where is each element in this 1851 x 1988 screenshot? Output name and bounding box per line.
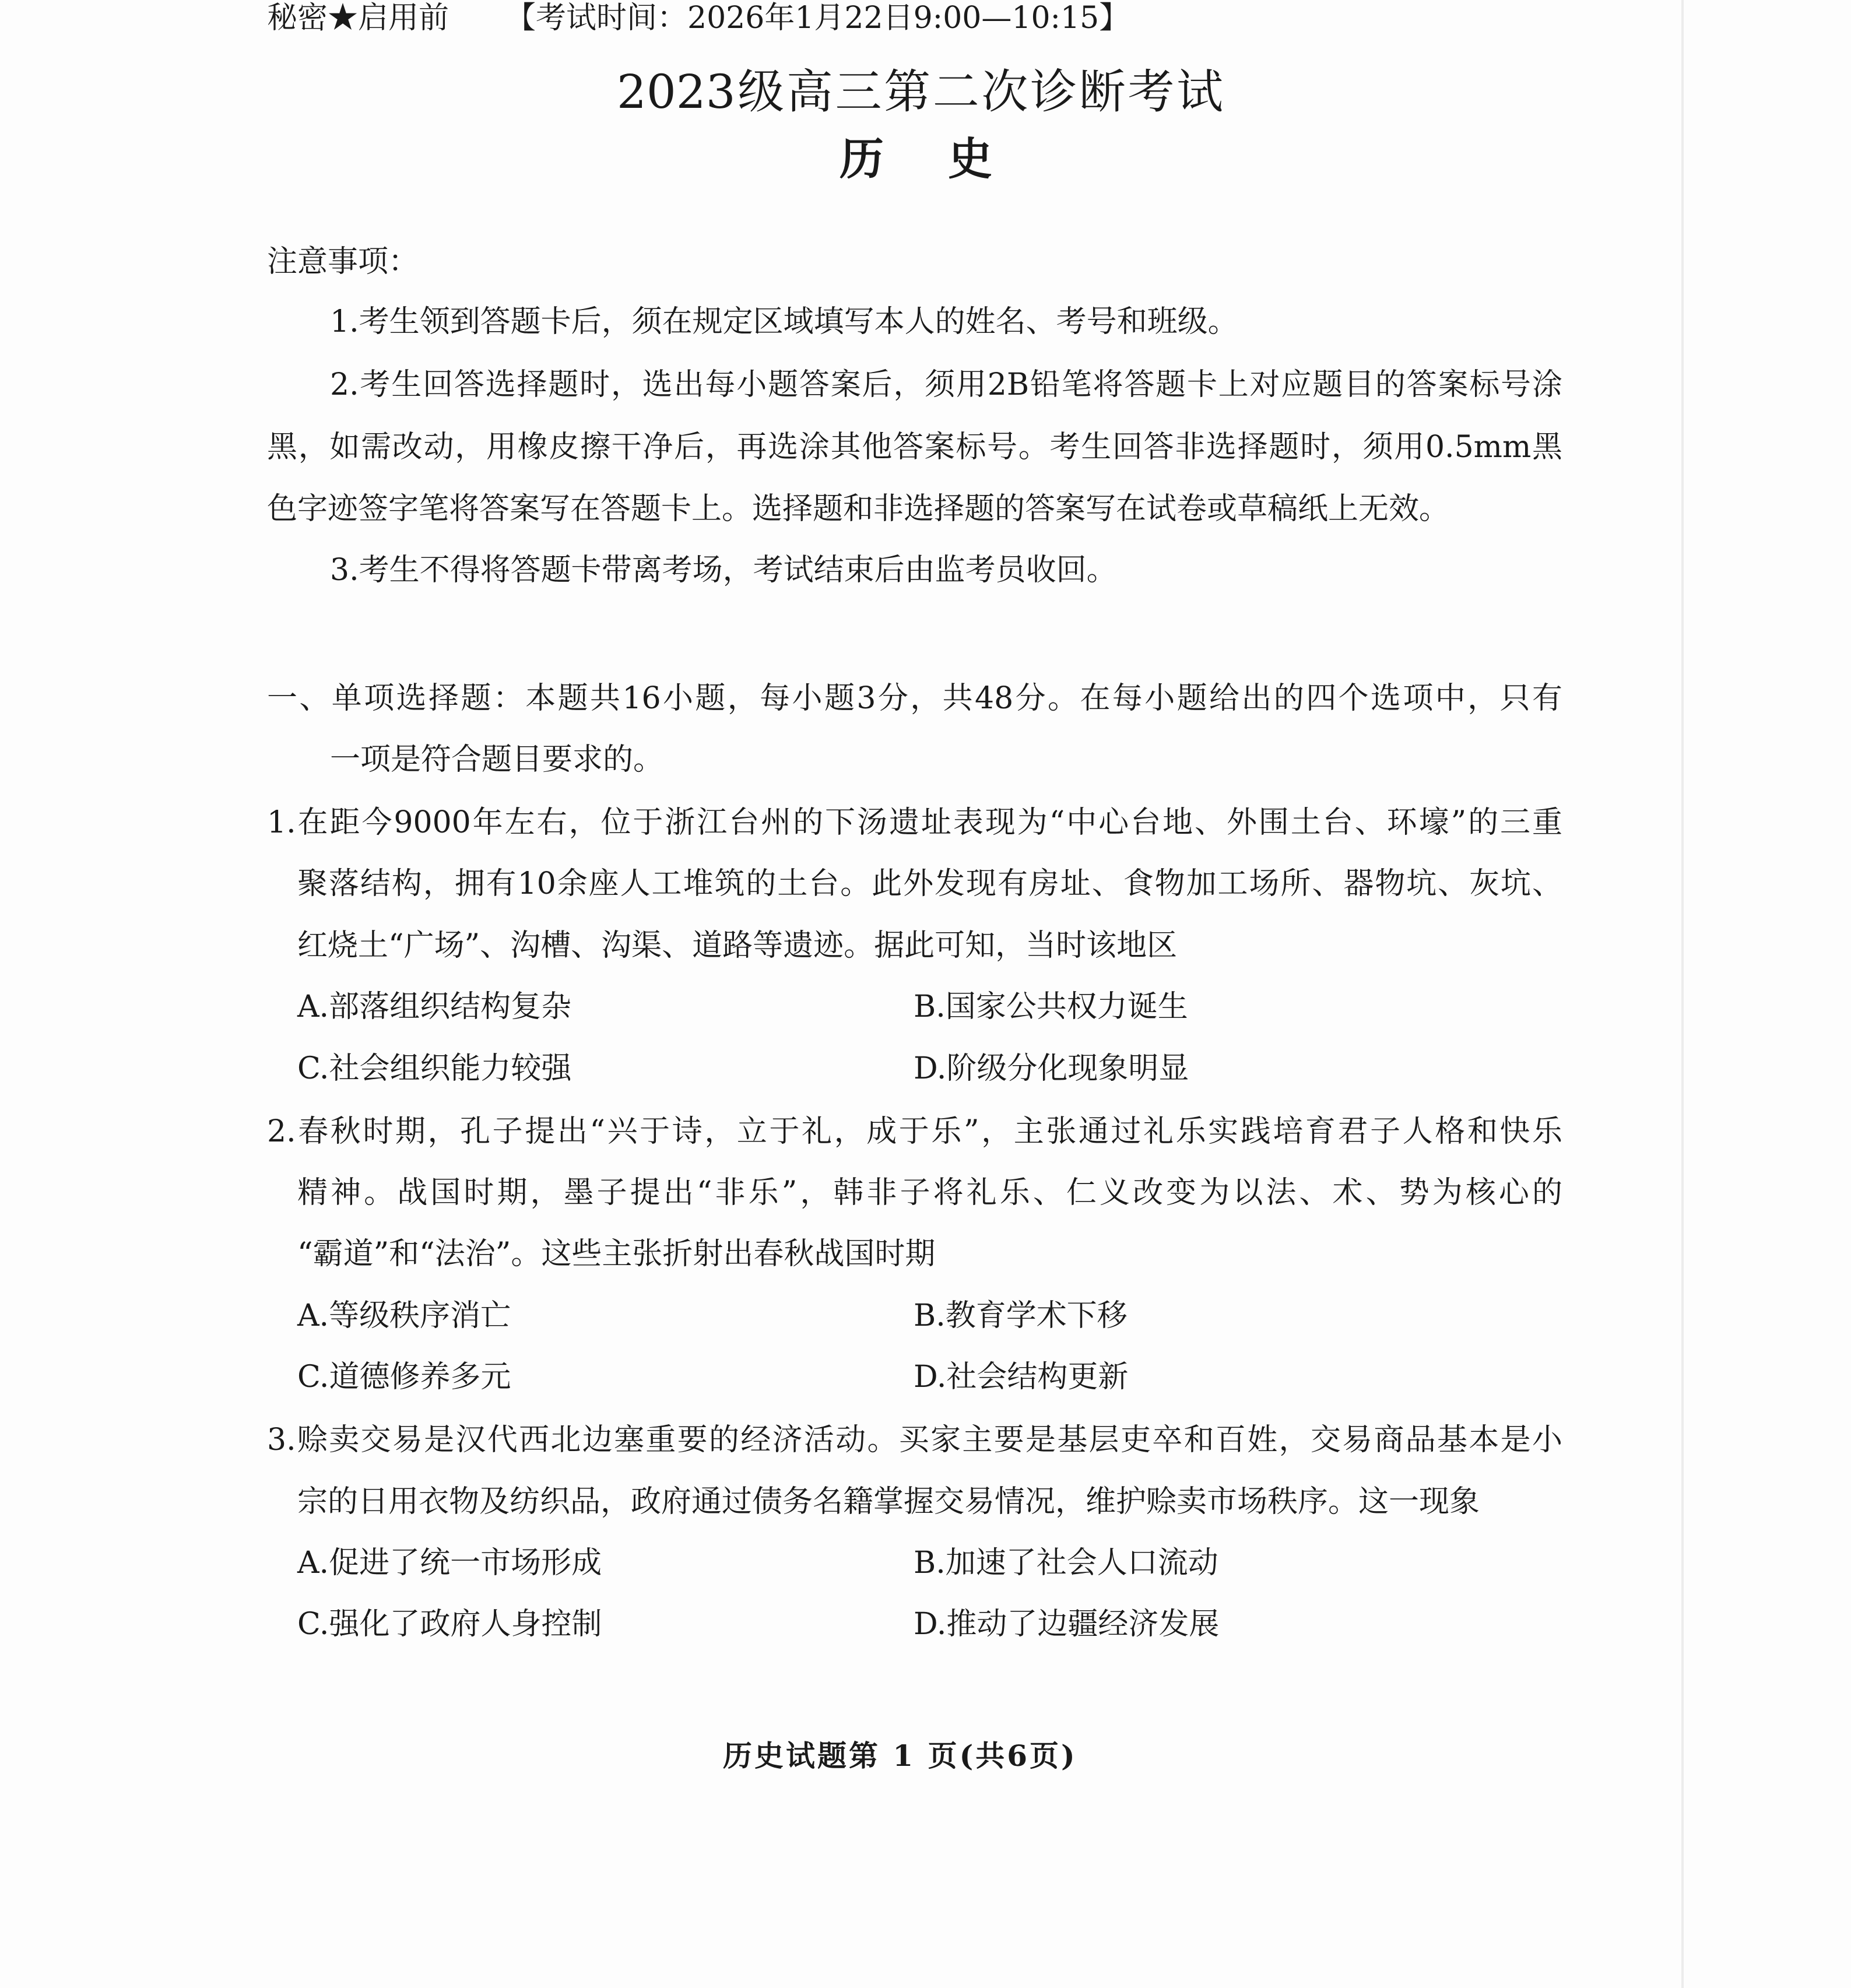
question-1-option-a: A.部落组织结构复杂 [297,989,572,1024]
page-footer: 历史试题第 1 页(共6页) [723,1738,1077,1773]
notice-line: 色字迹签字笔将答案写在答题卡上。选择题和非选择题的答案写在试卷或草稿纸上无效。 [267,491,1450,526]
question-3-option-a: A.促进了统一市场形成 [297,1546,602,1580]
page-edge [1681,0,1684,1988]
question-1-stem: 聚落结构，拥有10余座人工堆筑的土台。此外发现有房址、食物加工场所、器物坑、灰坑、 [297,866,1562,901]
question-1-stem: 红烧土“广场”、沟槽、沟渠、道路等遗迹。据此可知，当时该地区 [297,928,1178,963]
notice-line: 3.考生不得将答题卡带离考场，考试结束后由监考员收回。 [330,553,1117,588]
notice-line: 黑，如需改动，用橡皮擦干净后，再选涂其他答案标号。考生回答非选择题时，须用0.5mm黑 [267,430,1562,465]
confidential-label: 秘密★启用前 [267,1,449,36]
exam-title: 2023级高三第二次诊断考试 [617,65,1223,119]
section-heading-cont: 一项是符合题目要求的。 [330,742,664,777]
question-3-option-b: B.加速了社会人口流动 [914,1546,1218,1580]
notice-line: 2.考生回答选择题时，选出每小题答案后，须用2B铅笔将答题卡上对应题目的答案标号涂 [330,367,1562,402]
exam-time: 【考试时间：2026年1月22日9:00—10:15】 [505,1,1130,36]
question-3-stem: 3.赊卖交易是汉代西北边塞重要的经济活动。买家主要是基层吏卒和百姓，交易商品基本是小 [267,1422,1562,1457]
question-2-stem: “霸道”和“法治”。这些主张折射出春秋战国时期 [297,1237,936,1272]
subject-title: 历史 [840,133,1056,185]
notice-line: 1.考生领到答题卡后，须在规定区域填写本人的姓名、考号和班级。 [330,304,1238,339]
question-3-option-c: C.强化了政府人身控制 [297,1607,602,1642]
question-2-option-c: C.道德修养多元 [297,1360,511,1395]
question-1-option-b: B.国家公共权力诞生 [914,989,1188,1024]
question-2-option-b: B.教育学术下移 [914,1298,1128,1333]
question-2-stem: 精神。战国时期，墨子提出“非乐”，韩非子将礼乐、仁义改变为以法、术、势为核心的 [297,1175,1562,1210]
question-2-option-d: D.社会结构更新 [914,1360,1129,1395]
section-heading: 一、单项选择题：本题共16小题，每小题3分，共48分。在每小题给出的四个选项中，只有 [267,681,1562,716]
question-2-option-a: A.等级秩序消亡 [297,1298,511,1333]
notice-heading: 注意事项： [267,244,419,279]
question-3-stem: 宗的日用衣物及纺织品，政府通过债务名籍掌握交易情况，维护赊卖市场秩序。这一现象 [297,1484,1480,1519]
question-3-option-d: D.推动了边疆经济发展 [914,1607,1220,1642]
question-1-stem: 1.在距今9000年左右，位于浙江台州的下汤遗址表现为“中心台地、外围土台、环壕”的三重 [267,805,1562,840]
question-1-option-d: D.阶级分化现象明显 [914,1051,1189,1086]
question-2-stem: 2.春秋时期，孔子提出“兴于诗，立于礼，成于乐”，主张通过礼乐实践培育君子人格和快乐 [267,1114,1562,1149]
question-1-option-c: C.社会组织能力较强 [297,1051,572,1086]
